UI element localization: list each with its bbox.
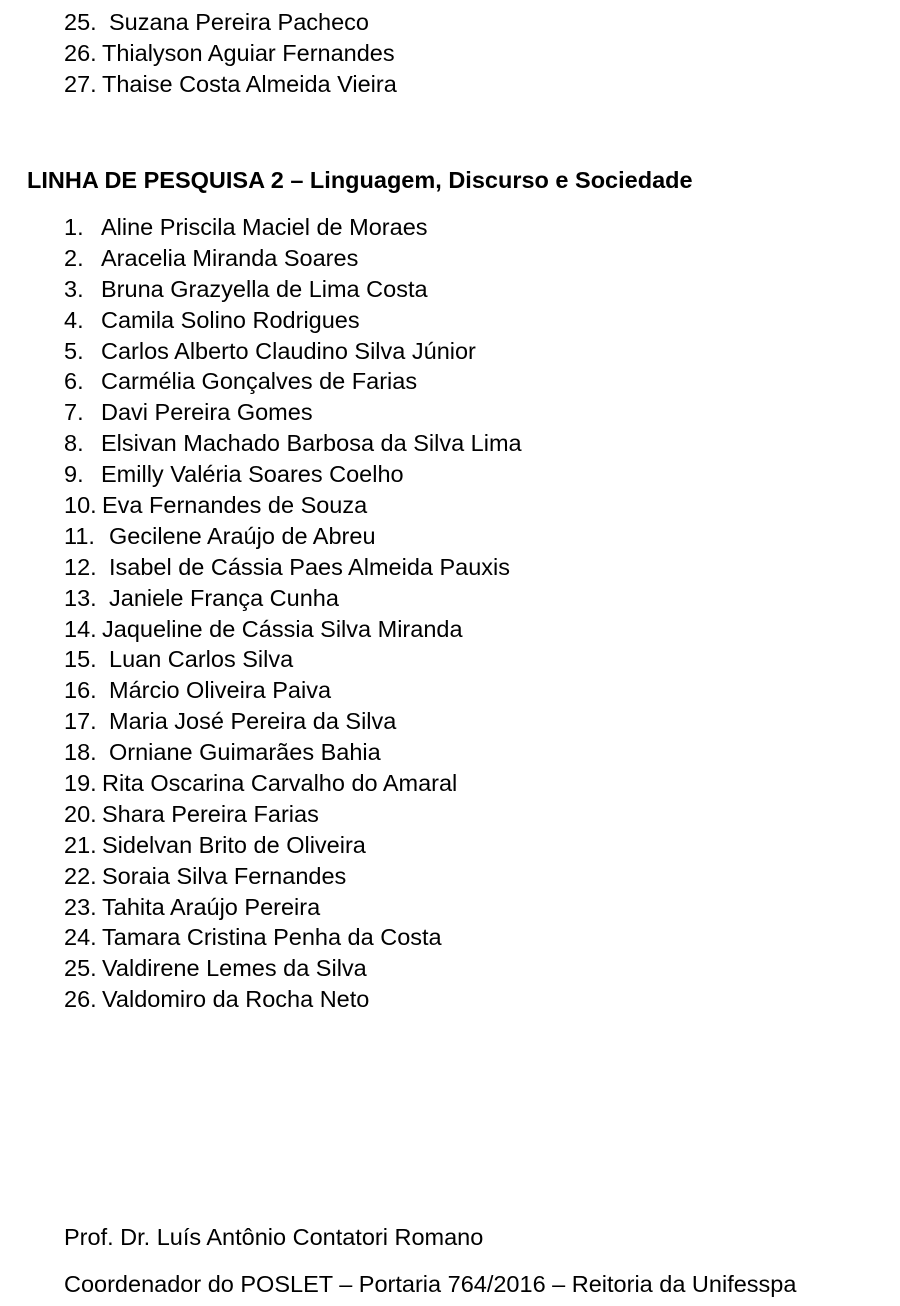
list-item	[64, 830, 864, 861]
list-item	[64, 583, 864, 614]
list-item-name: Davi Pereira Gomes	[101, 399, 313, 426]
list-item	[64, 7, 864, 38]
list-item-name: Aline Priscila Maciel de Moraes	[101, 214, 428, 240]
list-item	[64, 675, 864, 706]
list-item	[64, 305, 864, 336]
list-item-number: 4.	[64, 306, 84, 333]
list-item-number: 20.	[64, 800, 97, 827]
list-item-name: Gecilene Araújo de Abreu	[109, 522, 376, 549]
list-item-number: 12.	[64, 553, 97, 580]
list-item-number: 25.	[64, 9, 97, 35]
list-item-number: 16.	[64, 677, 97, 704]
list-item	[64, 706, 864, 737]
list-item	[64, 490, 864, 521]
list-item-name: Rita Oscarina Carvalho do Amaral	[102, 770, 458, 797]
list-item	[64, 38, 864, 69]
list-item-number: 26.	[64, 39, 97, 66]
list-item-name: Elsivan Machado Barbosa da Silva Lima	[101, 430, 522, 457]
list-item-number: 13.	[64, 584, 97, 611]
list-item	[64, 459, 864, 490]
list-item-name: Soraia Silva Fernandes	[102, 862, 347, 889]
list-item	[64, 428, 864, 459]
list-item-name: Eva Fernandes de Souza	[102, 492, 368, 519]
list-item	[64, 614, 864, 645]
list-item	[64, 69, 864, 100]
list-item	[64, 984, 864, 1015]
list-item	[64, 922, 864, 953]
list-item-number: 22.	[64, 862, 97, 889]
list-item-name: Carmélia Gonçalves de Farias	[101, 368, 418, 395]
list-item-name: Maria José Pereira da Silva	[109, 708, 397, 735]
list-item	[64, 552, 864, 583]
list-item	[64, 644, 864, 675]
list-item-number: 1.	[64, 214, 84, 240]
list-item-number: 7.	[64, 399, 84, 426]
list-item	[64, 336, 864, 367]
list-item-number: 11.	[64, 522, 95, 549]
section-heading: LINHA DE PESQUISA 2 – Linguagem, Discurso e Sociedade	[27, 167, 693, 193]
list-item-number: 14.	[64, 615, 97, 642]
list-item-name: Carlos Alberto Claudino Silva Júnior	[101, 337, 476, 364]
list-item	[64, 799, 864, 830]
list-item	[64, 768, 864, 799]
list-item-name: Isabel de Cássia Paes Almeida Pauxis	[109, 553, 511, 580]
list-item-name: Tamara Cristina Penha da Costa	[102, 924, 442, 951]
list-item-name: Camila Solino Rodrigues	[101, 306, 360, 333]
list-item-name: Tahita Araújo Pereira	[102, 893, 321, 920]
list-item-number: 5.	[64, 337, 84, 364]
list-item-number: 10.	[64, 492, 97, 519]
list-item-name: Jaqueline de Cássia Silva Miranda	[102, 615, 463, 642]
list-item-number: 6.	[64, 368, 84, 395]
list-item-number: 2.	[64, 244, 84, 271]
list-item	[64, 737, 864, 768]
list-item-number: 26.	[64, 986, 97, 1013]
list-item-name: Thaise Costa Almeida Vieira	[102, 70, 397, 97]
list-item-name: Luan Carlos Silva	[109, 646, 294, 673]
list-item-name: Suzana Pereira Pacheco	[109, 9, 369, 35]
list-item-name: Valdirene Lemes da Silva	[102, 955, 367, 982]
list-item-number: 9.	[64, 461, 84, 488]
list-item	[64, 397, 864, 428]
list-item-number: 17.	[64, 708, 97, 735]
student-list-linha-2	[64, 212, 864, 1015]
list-item	[64, 274, 864, 305]
list-item	[64, 212, 864, 243]
signature-name: Prof. Dr. Luís Antônio Contatori Romano	[64, 1224, 484, 1250]
list-item-name: Janiele França Cunha	[109, 584, 339, 611]
list-item-number: 23.	[64, 893, 97, 920]
list-item	[64, 861, 864, 892]
list-item-name: Valdomiro da Rocha Neto	[102, 986, 370, 1013]
list-item-number: 15.	[64, 646, 97, 673]
list-item	[64, 953, 864, 984]
list-item-name: Bruna Grazyella de Lima Costa	[101, 275, 428, 302]
list-item-name: Thialyson Aguiar Fernandes	[102, 39, 395, 66]
list-item-name: Emilly Valéria Soares Coelho	[101, 461, 404, 488]
list-item-number: 25.	[64, 955, 97, 982]
list-item-number: 21.	[64, 831, 97, 858]
list-item-name: Sidelvan Brito de Oliveira	[102, 831, 366, 858]
list-item	[64, 892, 864, 923]
student-list-continued	[64, 7, 864, 100]
list-item-number: 3.	[64, 275, 84, 302]
list-item-number: 27.	[64, 70, 97, 97]
list-item-number: 19.	[64, 770, 97, 797]
list-item-number: 8.	[64, 430, 84, 457]
list-item-name: Aracelia Miranda Soares	[101, 244, 359, 271]
signature-role: Coordenador do POSLET – Portaria 764/2016 – Reitoria da Unifesspa	[64, 1271, 797, 1297]
list-item-name: Orniane Guimarães Bahia	[109, 739, 381, 766]
list-item	[64, 521, 864, 552]
list-item-name: Shara Pereira Farias	[102, 800, 319, 827]
list-item-number: 18.	[64, 739, 97, 766]
list-item	[64, 243, 864, 274]
list-item-name: Márcio Oliveira Paiva	[109, 677, 332, 704]
list-item-number: 24.	[64, 924, 97, 951]
list-item	[64, 366, 864, 397]
